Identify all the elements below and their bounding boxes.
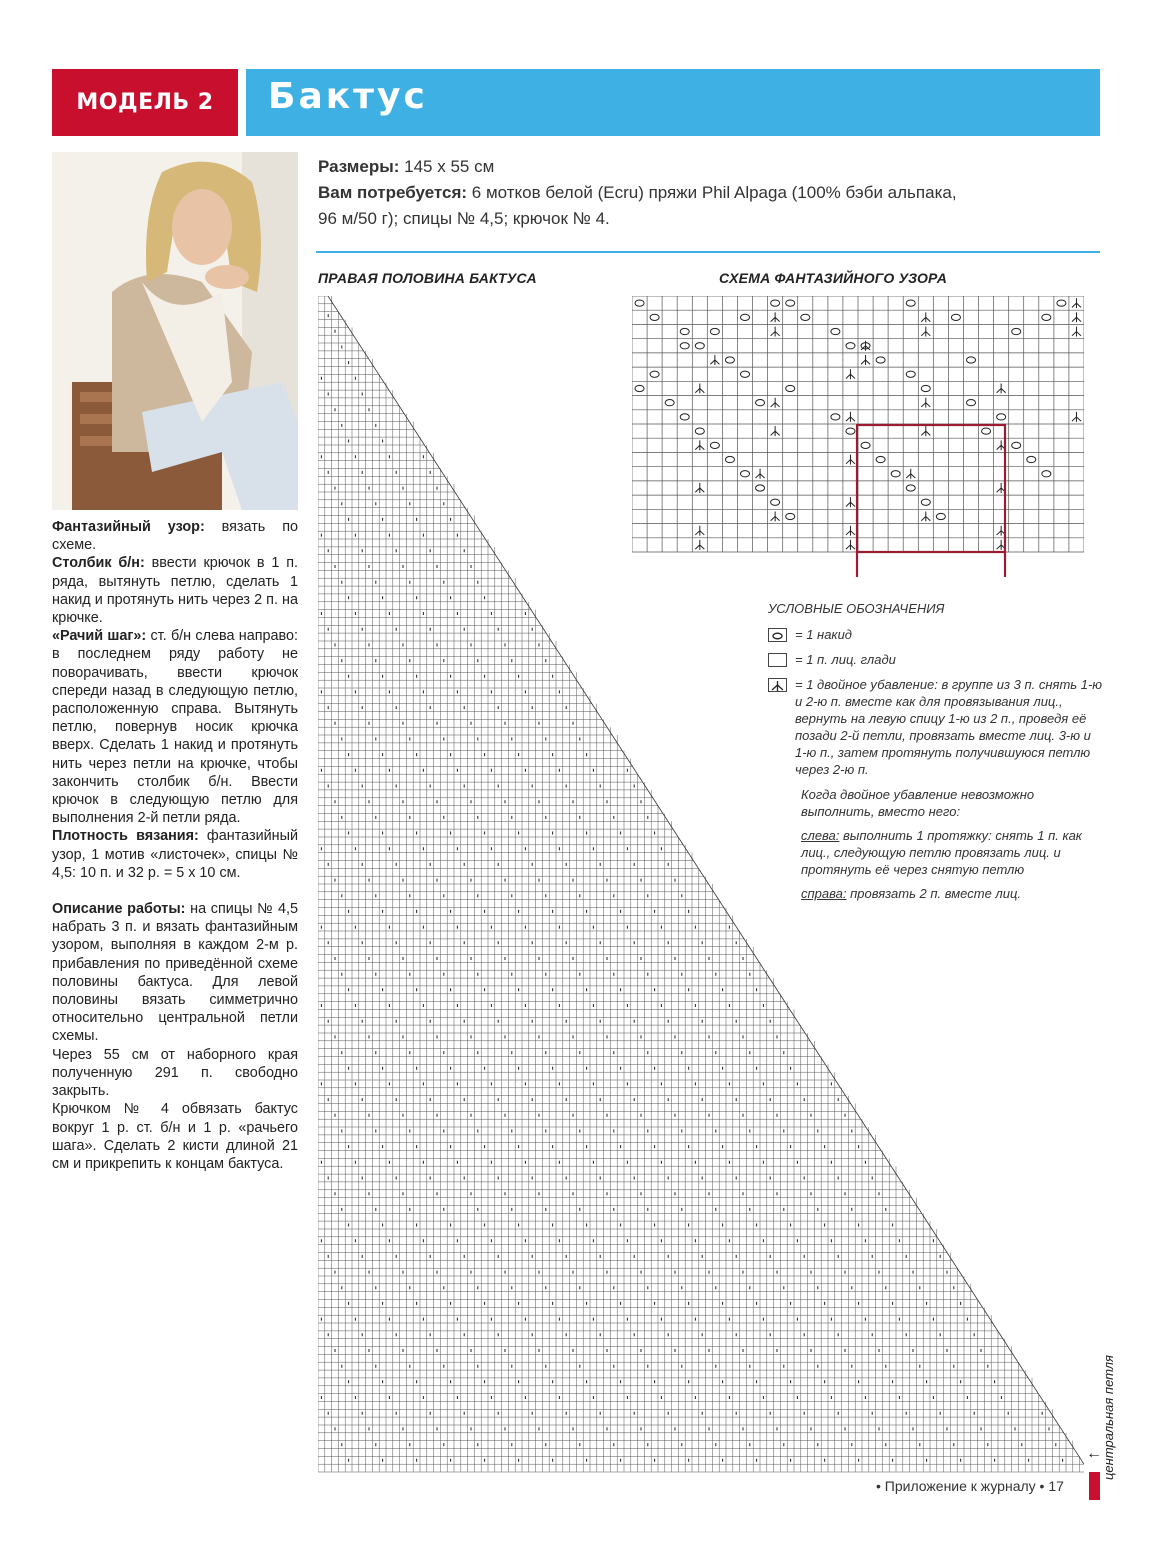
finishing-text: Крючком № 4 обвязать бактус вокруг 1 р. ст. б/н и 1 р. «рачьего шага». Сделать 2 кисти длиной 21 см и прикрепить к концам бактуса. bbox=[52, 1101, 298, 1172]
work-description-label: Описание работы: bbox=[52, 901, 186, 918]
legend-left-text: выполнить 1 протяжку: снять 1 п. как лиц., следующую петлю провязать лиц. и протянуть её через снятую петлю bbox=[801, 828, 1082, 877]
gauge-text: фантазийный узор, 1 мотив «листочек», спицы № 4,5: 10 п. и 32 р. = 5 х 10 см. bbox=[52, 828, 298, 881]
legend-right bbox=[801, 885, 1103, 902]
crab-stitch-text: ст. б/н слева направо: в последнем ряду работу не поворачивать, ввести крючок спереди назад в следующую петлю, расположенную справа. Вытянуть петлю, повернув носик крючка вверх. Сделать 1 накид и протянуть нить через петли на крючке, чтобы закончить столбик б/н. Ввести крючок в следующую петлю для выполнения 2-й петли ряда. bbox=[52, 628, 299, 827]
crab-stitch-label: «Рачий шаг»: bbox=[52, 628, 147, 645]
legend-left bbox=[801, 827, 1103, 878]
page-title: Бактус bbox=[268, 76, 428, 117]
fancy-pattern-label: Фантазийный узор: bbox=[52, 519, 205, 535]
gauge-label: Плотность вязания: bbox=[52, 828, 199, 845]
page-number: 17 bbox=[1048, 1478, 1064, 1494]
sizes-label: Размеры: bbox=[318, 157, 400, 176]
work-description-text: на спицы № 4,5 набрать 3 п. и вязать фантазийным узором, выполняя в каждом 2-м р. прибавления по приведённой схеме половины бактуса. Для левой половины вязать симметрично относительно центральной петли схемы. bbox=[52, 901, 299, 1045]
sizes-value: 145 х 55 см bbox=[399, 157, 495, 176]
pattern-chart-caption: СХЕМА ФАНТАЗИЙНОГО УЗОРА bbox=[719, 270, 948, 286]
instructions-text bbox=[52, 518, 298, 1173]
legend-right-label: справа: bbox=[801, 886, 847, 901]
page-footer bbox=[876, 1478, 1064, 1494]
single-crochet-text: ввести крючок в 1 п. ряда, вытянуть петлю, сделать 1 накид и протянуть нить через 2 п. на крючке. bbox=[52, 555, 298, 627]
central-loop-arrow-icon: ← bbox=[1086, 1445, 1102, 1462]
legend bbox=[768, 600, 1103, 909]
double-decrease-icon bbox=[768, 678, 787, 692]
legend-knit-text: = 1 п. лиц. глади bbox=[795, 652, 896, 667]
single-crochet-label: Столбик б/н: bbox=[52, 555, 145, 572]
model-label: МОДЕЛЬ 2 bbox=[76, 90, 214, 115]
legend-yarn-over-text: = 1 накид bbox=[795, 627, 852, 642]
footer-text: • Приложение к журналу • bbox=[876, 1478, 1045, 1494]
divider bbox=[316, 251, 1100, 253]
need-label: Вам потребуется: bbox=[318, 183, 468, 202]
footer-accent bbox=[1089, 1472, 1100, 1500]
fancy-pattern-text: вязать по схеме. bbox=[52, 519, 298, 554]
legend-left-label: слева: bbox=[801, 828, 840, 843]
legend-double-decrease bbox=[768, 676, 1103, 778]
knit-stitch-icon bbox=[768, 653, 787, 667]
bind-off-text: Через 55 см от наборного края полученную 291 п. свободно закрыть. bbox=[52, 1046, 298, 1100]
legend-title: УСЛОВНЫЕ ОБОЗНАЧЕНИЯ bbox=[768, 601, 945, 616]
right-half-caption: ПРАВАЯ ПОЛОВИНА БАКТУСА bbox=[318, 270, 537, 286]
yarn-over-icon bbox=[768, 628, 787, 642]
model-badge bbox=[52, 69, 238, 136]
model-photo bbox=[52, 152, 298, 510]
legend-yarn-over bbox=[768, 626, 1103, 643]
materials-block bbox=[318, 154, 1098, 232]
central-loop-label: центральная петля bbox=[1101, 1355, 1116, 1480]
legend-double-decrease-text: = 1 двойное убавление: в группе из 3 п. снять 1-ю и 2-ю п. вместе как для провязывания лиц., вернуть на левую спицу 1-ю из 2 п., проведя её позади 2-й петли, провязать вместе лиц. 3-ю и 1-ю п., затем протянуть получившуюся петлю через 2-ю п. bbox=[795, 677, 1103, 777]
legend-note: Когда двойное убавление невозможно выполнить, вместо него: bbox=[801, 787, 1035, 819]
need-value-line1: 6 мотков белой (Ecru) пряжи Phil Alpaga (100% бэби альпака, bbox=[467, 183, 957, 202]
need-value-line2: 96 м/50 г); спицы № 4,5; крючок № 4. bbox=[318, 209, 610, 228]
legend-right-text: провязать 2 п. вместе лиц. bbox=[846, 886, 1022, 901]
legend-knit bbox=[768, 651, 1103, 668]
